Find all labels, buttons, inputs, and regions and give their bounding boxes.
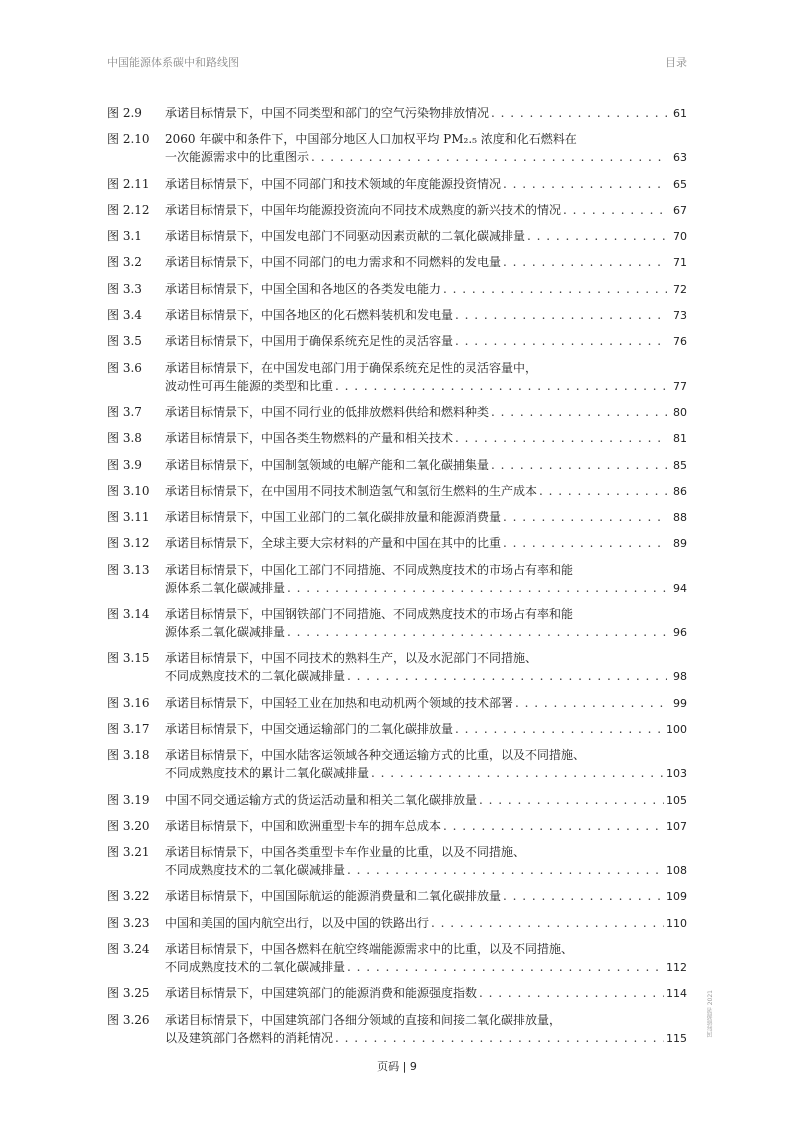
figure-caption-line: 承诺目标情景下，中国和欧洲重型卡车的拥车总成本	[165, 818, 442, 833]
dot-leader	[515, 694, 667, 712]
dot-leader	[503, 508, 667, 526]
dot-leader	[491, 403, 667, 421]
page-ref[interactable]: 110	[666, 916, 687, 930]
figure-caption-line: 承诺目标情景下，中国建筑部门各细分领域的直接和间接二氧化碳排放量，	[165, 1012, 562, 1027]
toc-entry[interactable]	[107, 482, 687, 501]
figure-number: 图 3.5	[107, 334, 142, 349]
figure-caption-line: 承诺目标情景下，中国各燃料在航空终端能源需求中的比重，以及不同措施、	[165, 942, 574, 957]
page-ref[interactable]: 99	[673, 696, 687, 710]
page-ref[interactable]: 70	[673, 230, 687, 244]
dot-leader	[479, 984, 664, 1002]
page-ref[interactable]: 63	[673, 151, 687, 165]
running-header-section: 目录	[665, 56, 687, 69]
toc-entry[interactable]	[107, 130, 687, 167]
figure-number: 图 3.26	[107, 1012, 150, 1027]
toc-entry[interactable]	[107, 817, 687, 836]
toc-entry[interactable]	[107, 201, 687, 220]
figure-number: 图 3.21	[107, 845, 150, 860]
figure-caption-line: 不同成熟度技术的二氧化碳减排量	[165, 863, 346, 878]
dot-leader	[491, 456, 667, 474]
figure-caption-line: 承诺目标情景下，中国全国和各地区的各类发电能力	[165, 281, 442, 296]
toc-entry[interactable]	[107, 104, 687, 123]
dot-leader	[503, 887, 664, 905]
figure-caption-line: 承诺目标情景下，中国各类生物燃料的产量和相关技术	[165, 431, 454, 446]
figure-number: 图 3.14	[107, 607, 150, 622]
toc-entry[interactable]	[107, 280, 687, 299]
figure-caption-line: 承诺目标情景下，全球主要大宗材料的产量和中国在其中的比重	[165, 536, 502, 551]
dot-leader	[347, 667, 667, 685]
figure-caption-line: 承诺目标情景下，中国水陆客运领域各种交通运输方式的比重，以及不同措施、	[165, 748, 586, 763]
toc-entry[interactable]	[107, 332, 687, 351]
page-ref[interactable]: 100	[666, 722, 687, 736]
figure-caption-line: 承诺目标情景下，中国不同行业的低排放燃料供给和燃料种类	[165, 404, 490, 419]
dot-leader	[479, 791, 664, 809]
page-ref[interactable]: 77	[673, 379, 687, 393]
dot-leader	[455, 720, 664, 738]
figure-number: 图 3.4	[107, 308, 142, 323]
toc-entry[interactable]	[107, 746, 687, 783]
page-ref[interactable]: 109	[666, 890, 687, 904]
figure-number: 图 3.16	[107, 695, 150, 710]
figure-number: 图 3.18	[107, 748, 150, 763]
figure-caption-line: 中国不同交通运输方式的货运活动量和相关二氧化碳排放量	[165, 792, 478, 807]
figure-caption-line: 源体系二氧化碳减排量	[165, 625, 286, 640]
dot-leader	[347, 861, 664, 879]
figure-number: 图 3.13	[107, 562, 150, 577]
figure-number: 图 3.17	[107, 721, 150, 736]
toc-entry[interactable]	[107, 984, 687, 1003]
dot-leader	[563, 201, 667, 219]
figure-caption-line: 承诺目标情景下，中国各类重型卡车作业量的比重，以及不同措施、	[165, 845, 526, 860]
page-ref[interactable]: 112	[666, 961, 687, 975]
page-ref[interactable]: 73	[673, 309, 687, 323]
page-ref[interactable]: 114	[666, 987, 687, 1001]
dot-leader	[503, 175, 667, 193]
toc-entry[interactable]	[107, 605, 687, 642]
toc-entry[interactable]	[107, 227, 687, 246]
toc-entry[interactable]	[107, 1011, 687, 1048]
figure-number: 图 3.23	[107, 915, 150, 930]
figure-caption-line: 不同成熟度技术的二氧化碳减排量	[165, 960, 346, 975]
figure-caption-line: 承诺目标情景下，中国国际航运的能源消费量和二氧化碳排放量	[165, 889, 502, 904]
page-ref[interactable]: 76	[673, 335, 687, 349]
dot-leader	[455, 429, 667, 447]
toc-entry[interactable]	[107, 649, 687, 686]
page-ref[interactable]: 105	[666, 793, 687, 807]
figure-number: 图 3.6	[107, 360, 142, 375]
figure-number: 图 3.12	[107, 536, 150, 551]
page-ref[interactable]: 98	[673, 670, 687, 684]
dot-leader	[335, 377, 667, 395]
page-ref[interactable]: 107	[666, 819, 687, 833]
page-ref[interactable]: 67	[673, 203, 687, 217]
toc-entry[interactable]	[107, 403, 687, 422]
dot-leader	[455, 332, 667, 350]
figure-caption-line: 承诺目标情景下，中国制氢领域的电解产能和二氧化碳捕集量	[165, 457, 490, 472]
toc-entry[interactable]	[107, 791, 687, 810]
dot-leader	[455, 306, 667, 324]
toc-entry[interactable]	[107, 456, 687, 475]
figure-caption-line: 波动性可再生能源的类型和比重	[165, 378, 334, 393]
toc-entry[interactable]	[107, 940, 687, 977]
figure-caption-line: 承诺目标情景下，中国轻工业在加热和电动机两个领域的技术部署	[165, 695, 514, 710]
dot-leader	[539, 482, 667, 500]
page-ref[interactable]: 80	[673, 405, 687, 419]
figure-caption-line: 不同成熟度技术的二氧化碳减排量	[165, 669, 346, 684]
figure-number: 图 3.25	[107, 986, 150, 1001]
toc-entry[interactable]	[107, 887, 687, 906]
figure-caption-line: 承诺目标情景下，中国不同技术的熟料生产，以及水泥部门不同措施、	[165, 651, 538, 666]
figure-caption-line: 承诺目标情景下，中国钢铁部门不同措施、不同成熟度技术的市场占有率和能	[165, 607, 574, 622]
figure-caption-line: 承诺目标情景下，中国不同部门的电力需求和不同燃料的发电量	[165, 255, 502, 270]
toc-entry[interactable]	[107, 914, 687, 933]
toc-entry[interactable]	[107, 253, 687, 272]
figure-caption-line: 承诺目标情景下，中国工业部门的二氧化碳排放量和能源消费量	[165, 510, 502, 525]
page-ref[interactable]: 72	[673, 282, 687, 296]
figure-caption-line: 承诺目标情景下，中国各地区的化石燃料装机和发电量	[165, 308, 454, 323]
dot-leader	[503, 253, 667, 271]
figure-number: 图 3.22	[107, 889, 150, 904]
dot-leader	[491, 104, 667, 122]
figure-number: 图 3.2	[107, 255, 142, 270]
figure-caption-line: 承诺目标情景下，中国不同类型和部门的空气污染物排放情况	[165, 106, 490, 120]
figure-caption-line: 承诺目标情景下，中国用于确保系统充足性的灵活容量	[165, 334, 454, 349]
figure-number: 图 3.11	[107, 510, 150, 525]
figure-number: 图 3.9	[107, 457, 142, 472]
figure-caption-line: 一次能源需求中的比重图示	[165, 150, 310, 165]
dot-leader	[443, 280, 667, 298]
figure-list	[107, 104, 687, 1055]
figure-number: 图 2.9	[107, 106, 142, 120]
figure-caption-line: 以及建筑部门各燃料的消耗情况	[165, 1030, 334, 1045]
dot-leader	[335, 1029, 664, 1047]
page-ref[interactable]: 115	[666, 1031, 687, 1045]
dot-leader	[503, 534, 667, 552]
figure-caption-line: 源体系二氧化碳减排量	[165, 580, 286, 595]
toc-entry[interactable]	[107, 534, 687, 553]
dot-leader	[347, 958, 664, 976]
page-ref[interactable]: 61	[673, 107, 687, 120]
page-ref[interactable]: 94	[673, 581, 687, 595]
dot-leader	[443, 817, 664, 835]
figure-caption-line: 承诺目标情景下，中国交通运输部门的二氧化碳排放量	[165, 721, 454, 736]
dot-leader	[311, 148, 667, 166]
dot-leader	[371, 764, 664, 782]
figure-caption-line: 承诺目标情景下，中国发电部门不同驱动因素贡献的二氧化碳减排量	[165, 229, 526, 244]
figure-number: 图 3.8	[107, 431, 142, 446]
page-ref[interactable]: 108	[666, 864, 687, 878]
page-ref[interactable]: 89	[673, 537, 687, 551]
toc-entry[interactable]	[107, 508, 687, 527]
toc-entry[interactable]	[107, 561, 687, 598]
toc-entry[interactable]	[107, 175, 687, 194]
dot-leader	[431, 914, 664, 932]
figure-number: 图 3.7	[107, 404, 142, 419]
figure-caption-line: 2060 年碳中和条件下，中国部分地区人口加权平均 PM₂.₅ 浓度和化石燃料在	[165, 132, 577, 147]
figure-caption-line: 承诺目标情景下，中国建筑部门的能源消费和能源强度指数	[165, 986, 478, 1001]
dot-leader	[287, 623, 667, 641]
figure-number: 图 3.19	[107, 792, 150, 807]
page-ref[interactable]: 88	[673, 511, 687, 525]
toc-entry[interactable]	[107, 306, 687, 325]
page-ref[interactable]: 85	[673, 458, 687, 472]
toc-entry[interactable]	[107, 843, 687, 880]
page-ref[interactable]: 71	[673, 256, 687, 270]
figure-caption-line: 承诺目标情景下，中国不同部门和技术领域的年度能源投资情况	[165, 176, 502, 191]
page-ref[interactable]: 86	[673, 484, 687, 498]
figure-caption-line: 承诺目标情景下，中国化工部门不同措施、不同成熟度技术的市场占有率和能	[165, 562, 574, 577]
toc-entry[interactable]	[107, 720, 687, 739]
figure-number: 图 3.1	[107, 229, 142, 244]
figure-number: 图 3.15	[107, 651, 150, 666]
figure-number: 图 2.10	[107, 132, 150, 147]
figure-caption-line: 承诺目标情景下，在中国发电部门用于确保系统充足性的灵活容量中，	[165, 360, 538, 375]
running-header-title: 中国能源体系碳中和路线图	[107, 56, 239, 69]
figure-number: 图 3.3	[107, 281, 142, 296]
figure-number: 图 2.11	[107, 176, 150, 191]
figure-number: 图 3.20	[107, 818, 150, 833]
page-ref[interactable]: 103	[666, 767, 687, 781]
dot-leader	[287, 579, 667, 597]
toc-entry[interactable]	[107, 694, 687, 713]
toc-entry[interactable]	[107, 359, 687, 396]
page-ref[interactable]: 96	[673, 626, 687, 640]
page-ref[interactable]: 65	[673, 177, 687, 191]
figure-number: 图 3.24	[107, 942, 150, 957]
page-ref[interactable]: 81	[673, 432, 687, 446]
figure-caption-line: 中国和美国的国内航空出行，以及中国的铁路出行	[165, 915, 430, 930]
figure-caption-line: 不同成熟度技术的累计二氧化碳减排量	[165, 766, 370, 781]
page-number: 页码 | 9	[377, 1060, 417, 1073]
copyright-note: 国际能源署 2021	[707, 990, 714, 1038]
toc-entry[interactable]	[107, 429, 687, 448]
figure-number: 图 3.10	[107, 483, 150, 498]
figure-caption-line: 承诺目标情景下，在中国用不同技术制造氢气和氢衍生燃料的生产成本	[165, 483, 538, 498]
figure-caption-line: 承诺目标情景下，中国年均能源投资流向不同技术成熟度的新兴技术的情况	[165, 202, 562, 217]
figure-number: 图 2.12	[107, 202, 150, 217]
dot-leader	[527, 227, 667, 245]
